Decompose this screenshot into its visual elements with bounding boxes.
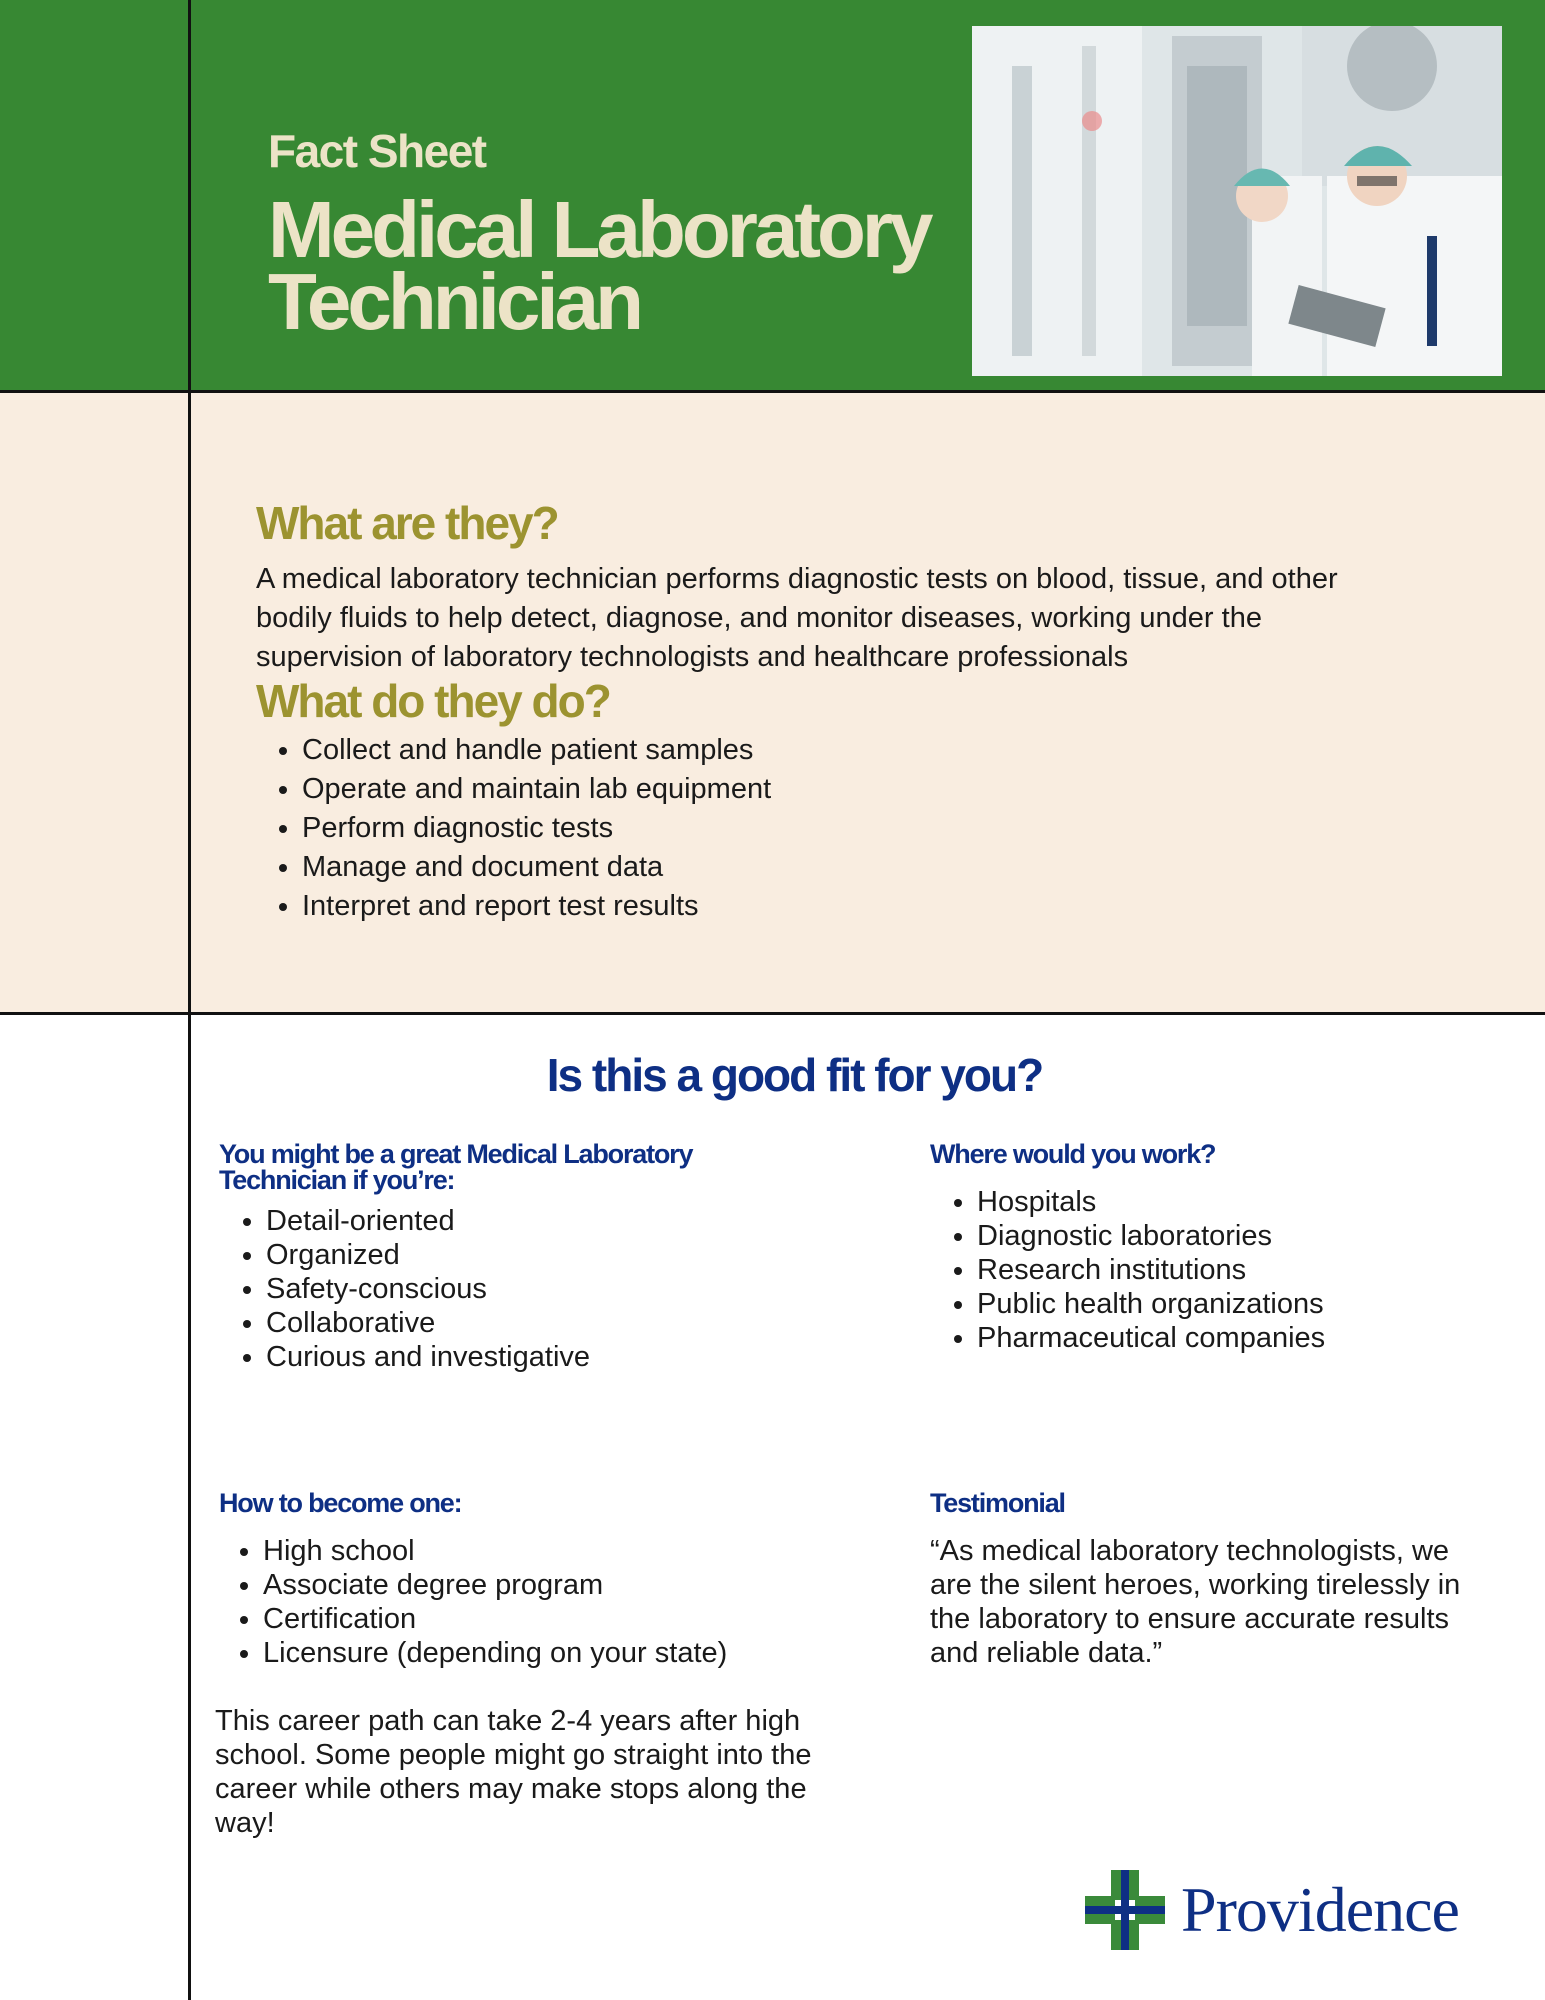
list-item: • Diagnostic laboratories bbox=[977, 1219, 1325, 1253]
providence-cross-icon bbox=[1085, 1870, 1165, 1950]
duties-list bbox=[254, 731, 771, 926]
providence-wordmark: Providence bbox=[1181, 1874, 1459, 1945]
page-title-line1: Medical Laboratory bbox=[268, 185, 930, 274]
what-are-they-heading: What are they? bbox=[256, 497, 558, 549]
list-item: • Associate degree program bbox=[263, 1568, 727, 1602]
list-item: • Organized bbox=[266, 1238, 590, 1272]
good-fit-heading: Is this a good fit for you? bbox=[546, 1049, 1043, 1101]
what-do-they-do-heading: What do they do? bbox=[256, 675, 610, 727]
become-heading: How to become one: bbox=[219, 1488, 462, 1518]
page-title-line2: Technician bbox=[268, 257, 640, 346]
list-item: • Manage and document data bbox=[302, 848, 771, 887]
list-item: • Curious and investigative bbox=[266, 1340, 590, 1374]
career-path-text: This career path can take 2-4 years after high school. Some people might go straight into the career while others may make stops along the way! bbox=[215, 1705, 812, 1839]
traits-list bbox=[218, 1204, 590, 1374]
what-are-they-text: A medical laboratory technician performs diagnostic tests on blood, tissue, and other bodily fluids to help detect, diagnose, and monitor diseases, working under the supervision of laboratory technologists and healthcare professionals bbox=[256, 563, 1338, 673]
intro-section bbox=[0, 392, 1545, 1013]
page-title bbox=[268, 185, 988, 346]
list-item: • Hospitals bbox=[977, 1185, 1325, 1219]
list-item: • Public health organizations bbox=[977, 1287, 1325, 1321]
divider-vertical bbox=[188, 0, 191, 2000]
list-item: • Collect and handle patient samples bbox=[302, 731, 771, 770]
list-item: • Interpret and report test results bbox=[302, 887, 771, 926]
providence-logo bbox=[1085, 1870, 1495, 1950]
list-item: • Research institutions bbox=[977, 1253, 1325, 1287]
lab-photo-illustration bbox=[972, 26, 1502, 376]
testimonial-heading: Testimonial bbox=[930, 1488, 1065, 1518]
header-banner bbox=[0, 0, 1545, 392]
fact-sheet-label: Fact Sheet bbox=[268, 125, 486, 177]
list-item: • Safety-conscious bbox=[266, 1272, 590, 1306]
list-item: • Detail-oriented bbox=[266, 1204, 590, 1238]
list-item: • Perform diagnostic tests bbox=[302, 809, 771, 848]
become-list bbox=[215, 1534, 727, 1670]
testimonial-text: “As medical laboratory technologists, we are the silent heroes, working tirelessly in the laboratory to ensure accurate results and reliable data.” bbox=[930, 1535, 1461, 1669]
list-item: • Operate and maintain lab equipment bbox=[302, 770, 771, 809]
divider-middle bbox=[0, 1012, 1545, 1015]
list-item: • High school bbox=[263, 1534, 727, 1568]
work-heading: Where would you work? bbox=[930, 1139, 1216, 1169]
list-item: • Licensure (depending on your state) bbox=[263, 1636, 727, 1670]
traits-heading: You might be a great Medical Laboratory Technician if you’re: bbox=[219, 1139, 693, 1195]
list-item: • Pharmaceutical companies bbox=[977, 1321, 1325, 1355]
list-item: • Collaborative bbox=[266, 1306, 590, 1340]
lab-photo bbox=[972, 26, 1502, 376]
work-list bbox=[929, 1185, 1325, 1355]
divider-top bbox=[0, 390, 1545, 393]
list-item: • Certification bbox=[263, 1602, 727, 1636]
